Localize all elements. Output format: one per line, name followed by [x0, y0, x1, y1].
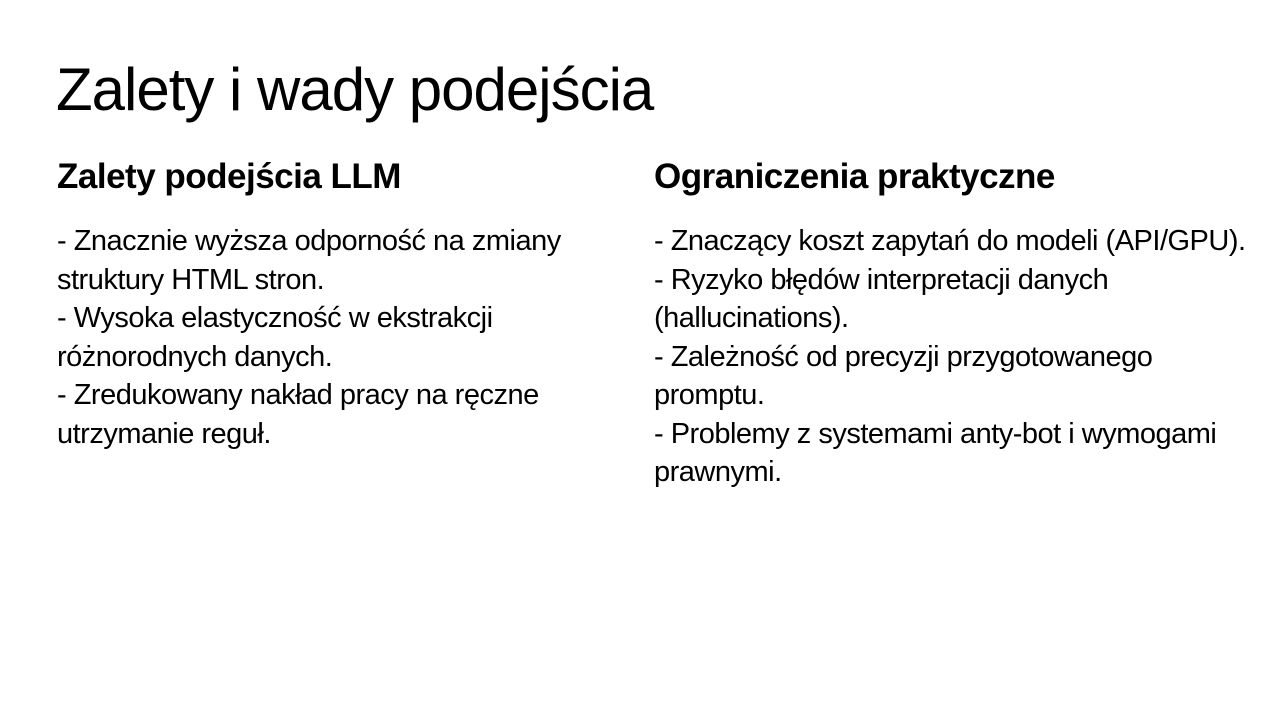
list-item: - Zależność od precyzji przygotowanego promptu.: [654, 340, 1153, 411]
advantages-heading: Zalety podejścia LLM: [57, 157, 401, 196]
limitations-column: [654, 152, 1254, 492]
list-item: - Znacznie wyższa odporność na zmiany struktury HTML stron.: [57, 225, 561, 296]
limitations-list: [654, 222, 1254, 492]
limitations-heading: Ograniczenia praktyczne: [654, 157, 1055, 196]
slide-title: Zalety i wady podejścia: [56, 56, 654, 123]
list-item: - Problemy z systemami anty-bot i wymogami prawnymi.: [654, 417, 1217, 488]
list-item: - Zredukowany nakład pracy na ręczne utrzymanie reguł.: [57, 379, 539, 450]
advantages-column: [57, 152, 617, 453]
list-item: - Ryzyko błędów interpretacji danych (hallucinations).: [654, 263, 1109, 334]
list-item: - Znaczący koszt zapytań do modeli (API/GPU).: [654, 225, 1246, 257]
advantages-list: [57, 222, 617, 453]
list-item: - Wysoka elastyczność w ekstrakcji różnorodnych danych.: [57, 302, 493, 373]
